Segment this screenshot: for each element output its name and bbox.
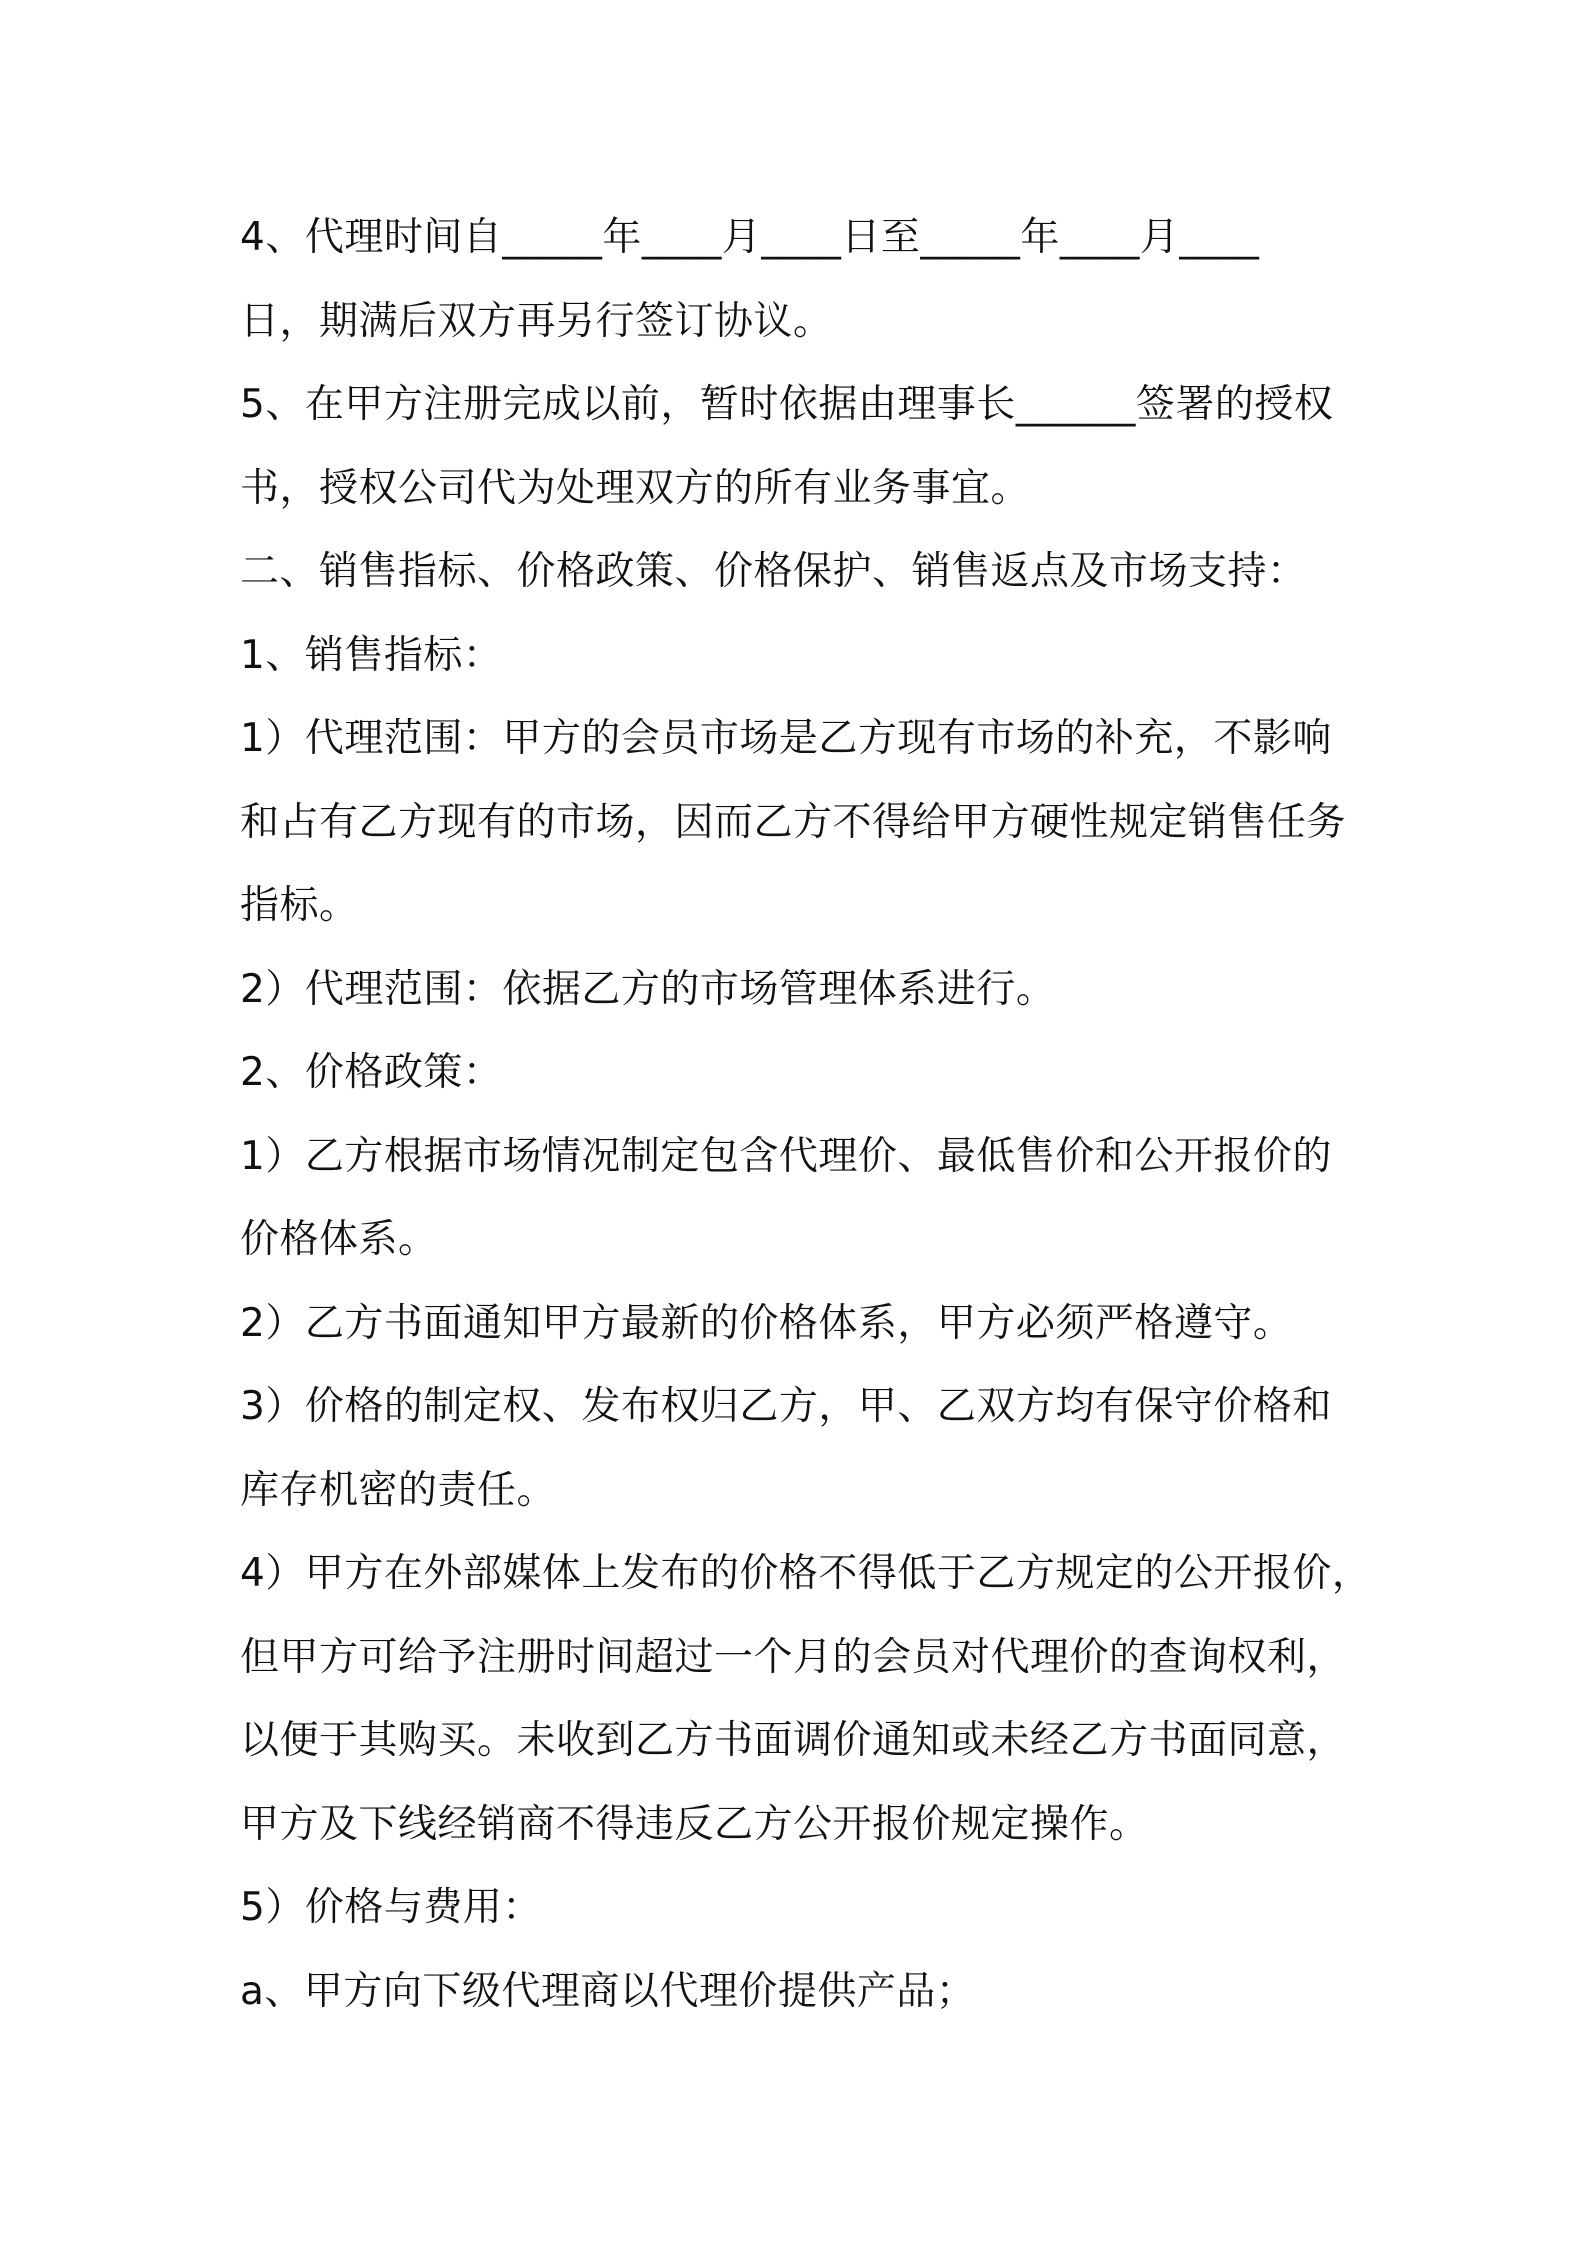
text-line: 4）甲方在外部媒体上发布的价格不得低于乙方规定的公开报价， bbox=[240, 1551, 1372, 1596]
subsection-heading: 2、价格政策： bbox=[240, 1050, 503, 1095]
subsection-heading: 1、销售指标： bbox=[240, 632, 503, 678]
text-line: 3）价格的制定权、发布权归乙方，甲、乙双方均有保守价格和 bbox=[240, 1384, 1332, 1429]
text-line: 2）乙方书面通知甲方最新的价格体系，甲方必须严格遵守。 bbox=[240, 1300, 1293, 1346]
text-line: 2）代理范围：依据乙方的市场管理体系进行。 bbox=[240, 966, 1056, 1012]
section-heading: 二、销售指标、价格政策、价格保护、销售返点及市场支持： bbox=[240, 549, 1307, 594]
text-line: 但甲方可给予注册时间超过一个月的会员对代理价的查询权利， bbox=[240, 1634, 1347, 1680]
text-line: a、甲方向下级代理商以代理价提供产品； bbox=[240, 1968, 976, 2014]
text-line: 价格体系。 bbox=[240, 1217, 438, 1262]
text-line: 日，期满后双方再另行签订协议。 bbox=[240, 298, 833, 344]
text-line: 库存机密的责任。 bbox=[240, 1467, 557, 1513]
text-line: 甲方及下线经销商不得违反乙方公开报价规定操作。 bbox=[240, 1801, 1149, 1847]
text-line: 1）乙方根据市场情况制定包含代理价、最低售价和公开报价的 bbox=[240, 1133, 1332, 1179]
text-line: 1）代理范围：甲方的会员市场是乙方现有市场的补充，不影响 bbox=[240, 716, 1332, 761]
document-body bbox=[240, 196, 1370, 2033]
text-line: 5）价格与费用： bbox=[240, 1885, 542, 1930]
text-line: 指标。 bbox=[240, 883, 359, 928]
text-line: 和占有乙方现有的市场，因而乙方不得给甲方硬性规定销售任务 bbox=[240, 799, 1347, 845]
text-line: 4、代理时间自_____年____月____日至_____年____月____ bbox=[240, 215, 1260, 260]
text-line: 5、在甲方注册完成以前，暂时依据由理事长______签署的授权 bbox=[240, 382, 1334, 427]
text-line: 书，授权公司代为处理双方的所有业务事宜。 bbox=[240, 465, 1031, 511]
text-line: 以便于其购买。未收到乙方书面调价通知或未经乙方书面同意， bbox=[240, 1718, 1347, 1763]
